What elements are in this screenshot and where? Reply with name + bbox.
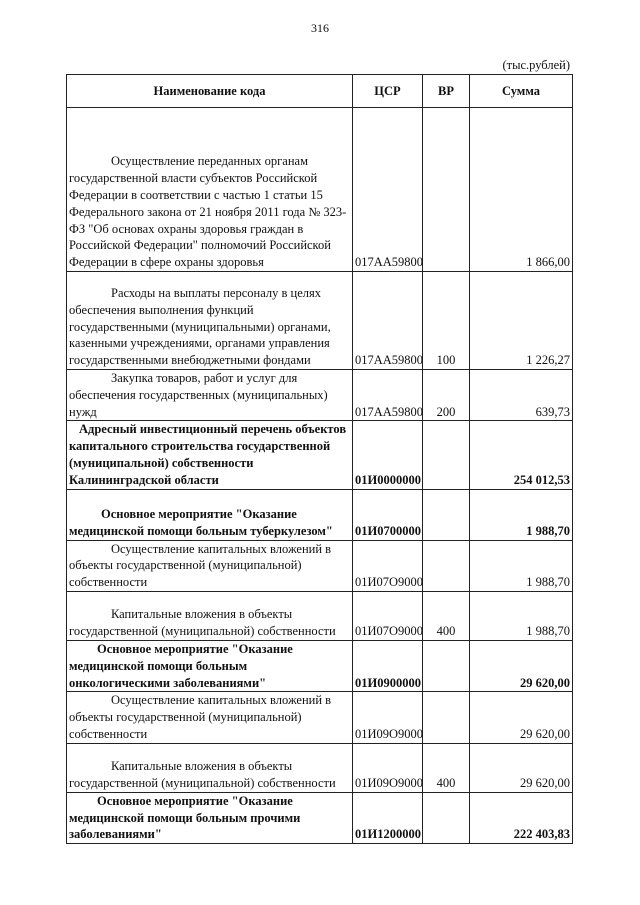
table-row	[67, 692, 573, 743]
row-name	[67, 421, 353, 489]
row-vr	[423, 421, 470, 489]
row-csr: 017АА59800	[353, 370, 423, 421]
row-name-text: Адресный инвестиционный перечень объектов капитального строительства государственной (муниципальной) собственности Калининградской области	[69, 422, 347, 487]
row-sum: 29 620,00	[470, 692, 573, 743]
row-name-text: Основное мероприятие "Оказание медицинской помощи больным туберкулезом"	[69, 506, 333, 538]
row-csr: 01И09О9000	[353, 743, 423, 792]
table-row	[67, 591, 573, 640]
row-vr: 200	[423, 370, 470, 421]
row-sum: 639,73	[470, 370, 573, 421]
row-name	[67, 743, 353, 792]
row-name	[67, 792, 353, 843]
row-sum: 1 988,70	[470, 591, 573, 640]
page-number: 316	[311, 21, 329, 35]
row-name-text: Осуществление переданных органам государственной власти субъектов Российской Федерации в соответствии с частью 1 статьи 15 Федерального закона от 21 ноября 2011 года № 323-ФЗ "Об основах охраны здоровья граждан в Российской Федерации" полномочий Российской Федерации в сфере охраны здоровья	[69, 154, 347, 270]
row-csr: 01И0700000	[353, 489, 423, 540]
row-name-text: Основное мероприятие "Оказание медицинской помощи больным онкологическими заболеваниями"	[69, 641, 293, 690]
table-row	[67, 108, 573, 272]
header-sum: Сумма	[470, 75, 573, 108]
row-name-text: Закупка товаров, работ и услуг для обеспечения государственных (муниципальных) нужд	[69, 371, 328, 419]
row-sum: 254 012,53	[470, 421, 573, 489]
row-vr	[423, 792, 470, 843]
table-row	[67, 743, 573, 792]
row-sum: 1 226,27	[470, 272, 573, 370]
table-row	[67, 272, 573, 370]
row-name	[67, 591, 353, 640]
row-sum: 29 620,00	[470, 743, 573, 792]
units-label: (тыс.рублей)	[502, 58, 570, 72]
row-csr: 01И07О9000	[353, 591, 423, 640]
row-name-text: Осуществление капитальных вложений в объекты государственной (муниципальной) собственности	[69, 541, 332, 590]
row-vr: 100	[423, 272, 470, 370]
row-name	[67, 108, 353, 272]
row-csr: 01И0900000	[353, 640, 423, 691]
row-name-text: Основное мероприятие "Оказание медицинской помощи больным прочими заболеваниями"	[69, 793, 301, 842]
row-vr	[423, 540, 470, 591]
row-csr: 017АА59800	[353, 108, 423, 272]
row-csr: 01И07О9000	[353, 540, 423, 591]
row-sum: 1 988,70	[470, 540, 573, 591]
header-csr: ЦСР	[353, 75, 423, 108]
row-vr: 400	[423, 743, 470, 792]
row-sum: 1 866,00	[470, 108, 573, 272]
row-name	[67, 640, 353, 691]
row-name	[67, 489, 353, 540]
row-csr: 01И1200000	[353, 792, 423, 843]
row-vr	[423, 108, 470, 272]
row-vr: 400	[423, 591, 470, 640]
row-name-text: Капитальные вложения в объекты государственной (муниципальной) собственности	[69, 759, 336, 790]
row-sum: 29 620,00	[470, 640, 573, 691]
table-row	[67, 540, 573, 591]
table-row	[67, 370, 573, 421]
row-name-text: Осуществление капитальных вложений в объекты государственной (муниципальной) собственности	[69, 693, 332, 741]
row-name	[67, 692, 353, 743]
header-vr: ВР	[423, 75, 470, 108]
row-name-text: Капитальные вложения в объекты государственной (муниципальной) собственности	[69, 607, 336, 639]
row-csr: 017АА59800	[353, 272, 423, 370]
table-row	[67, 421, 573, 489]
row-name	[67, 540, 353, 591]
table-header-row	[67, 75, 573, 108]
row-name-text: Расходы на выплаты персоналу в целях обеспечения выполнения функций государственными (муниципальными) органами, казенными учреждениями, органами управления государственными внебюджетными фондами	[69, 286, 331, 368]
row-sum: 1 988,70	[470, 489, 573, 540]
budget-table	[66, 74, 573, 844]
row-csr: 01И0000000	[353, 421, 423, 489]
header-name: Наименование кода	[67, 75, 353, 108]
row-name	[67, 272, 353, 370]
table-row	[67, 489, 573, 540]
row-name	[67, 370, 353, 421]
table-row	[67, 640, 573, 691]
row-vr	[423, 489, 470, 540]
row-csr: 01И09О9000	[353, 692, 423, 743]
row-vr	[423, 692, 470, 743]
row-sum: 222 403,83	[470, 792, 573, 843]
row-vr	[423, 640, 470, 691]
table-row	[67, 792, 573, 843]
